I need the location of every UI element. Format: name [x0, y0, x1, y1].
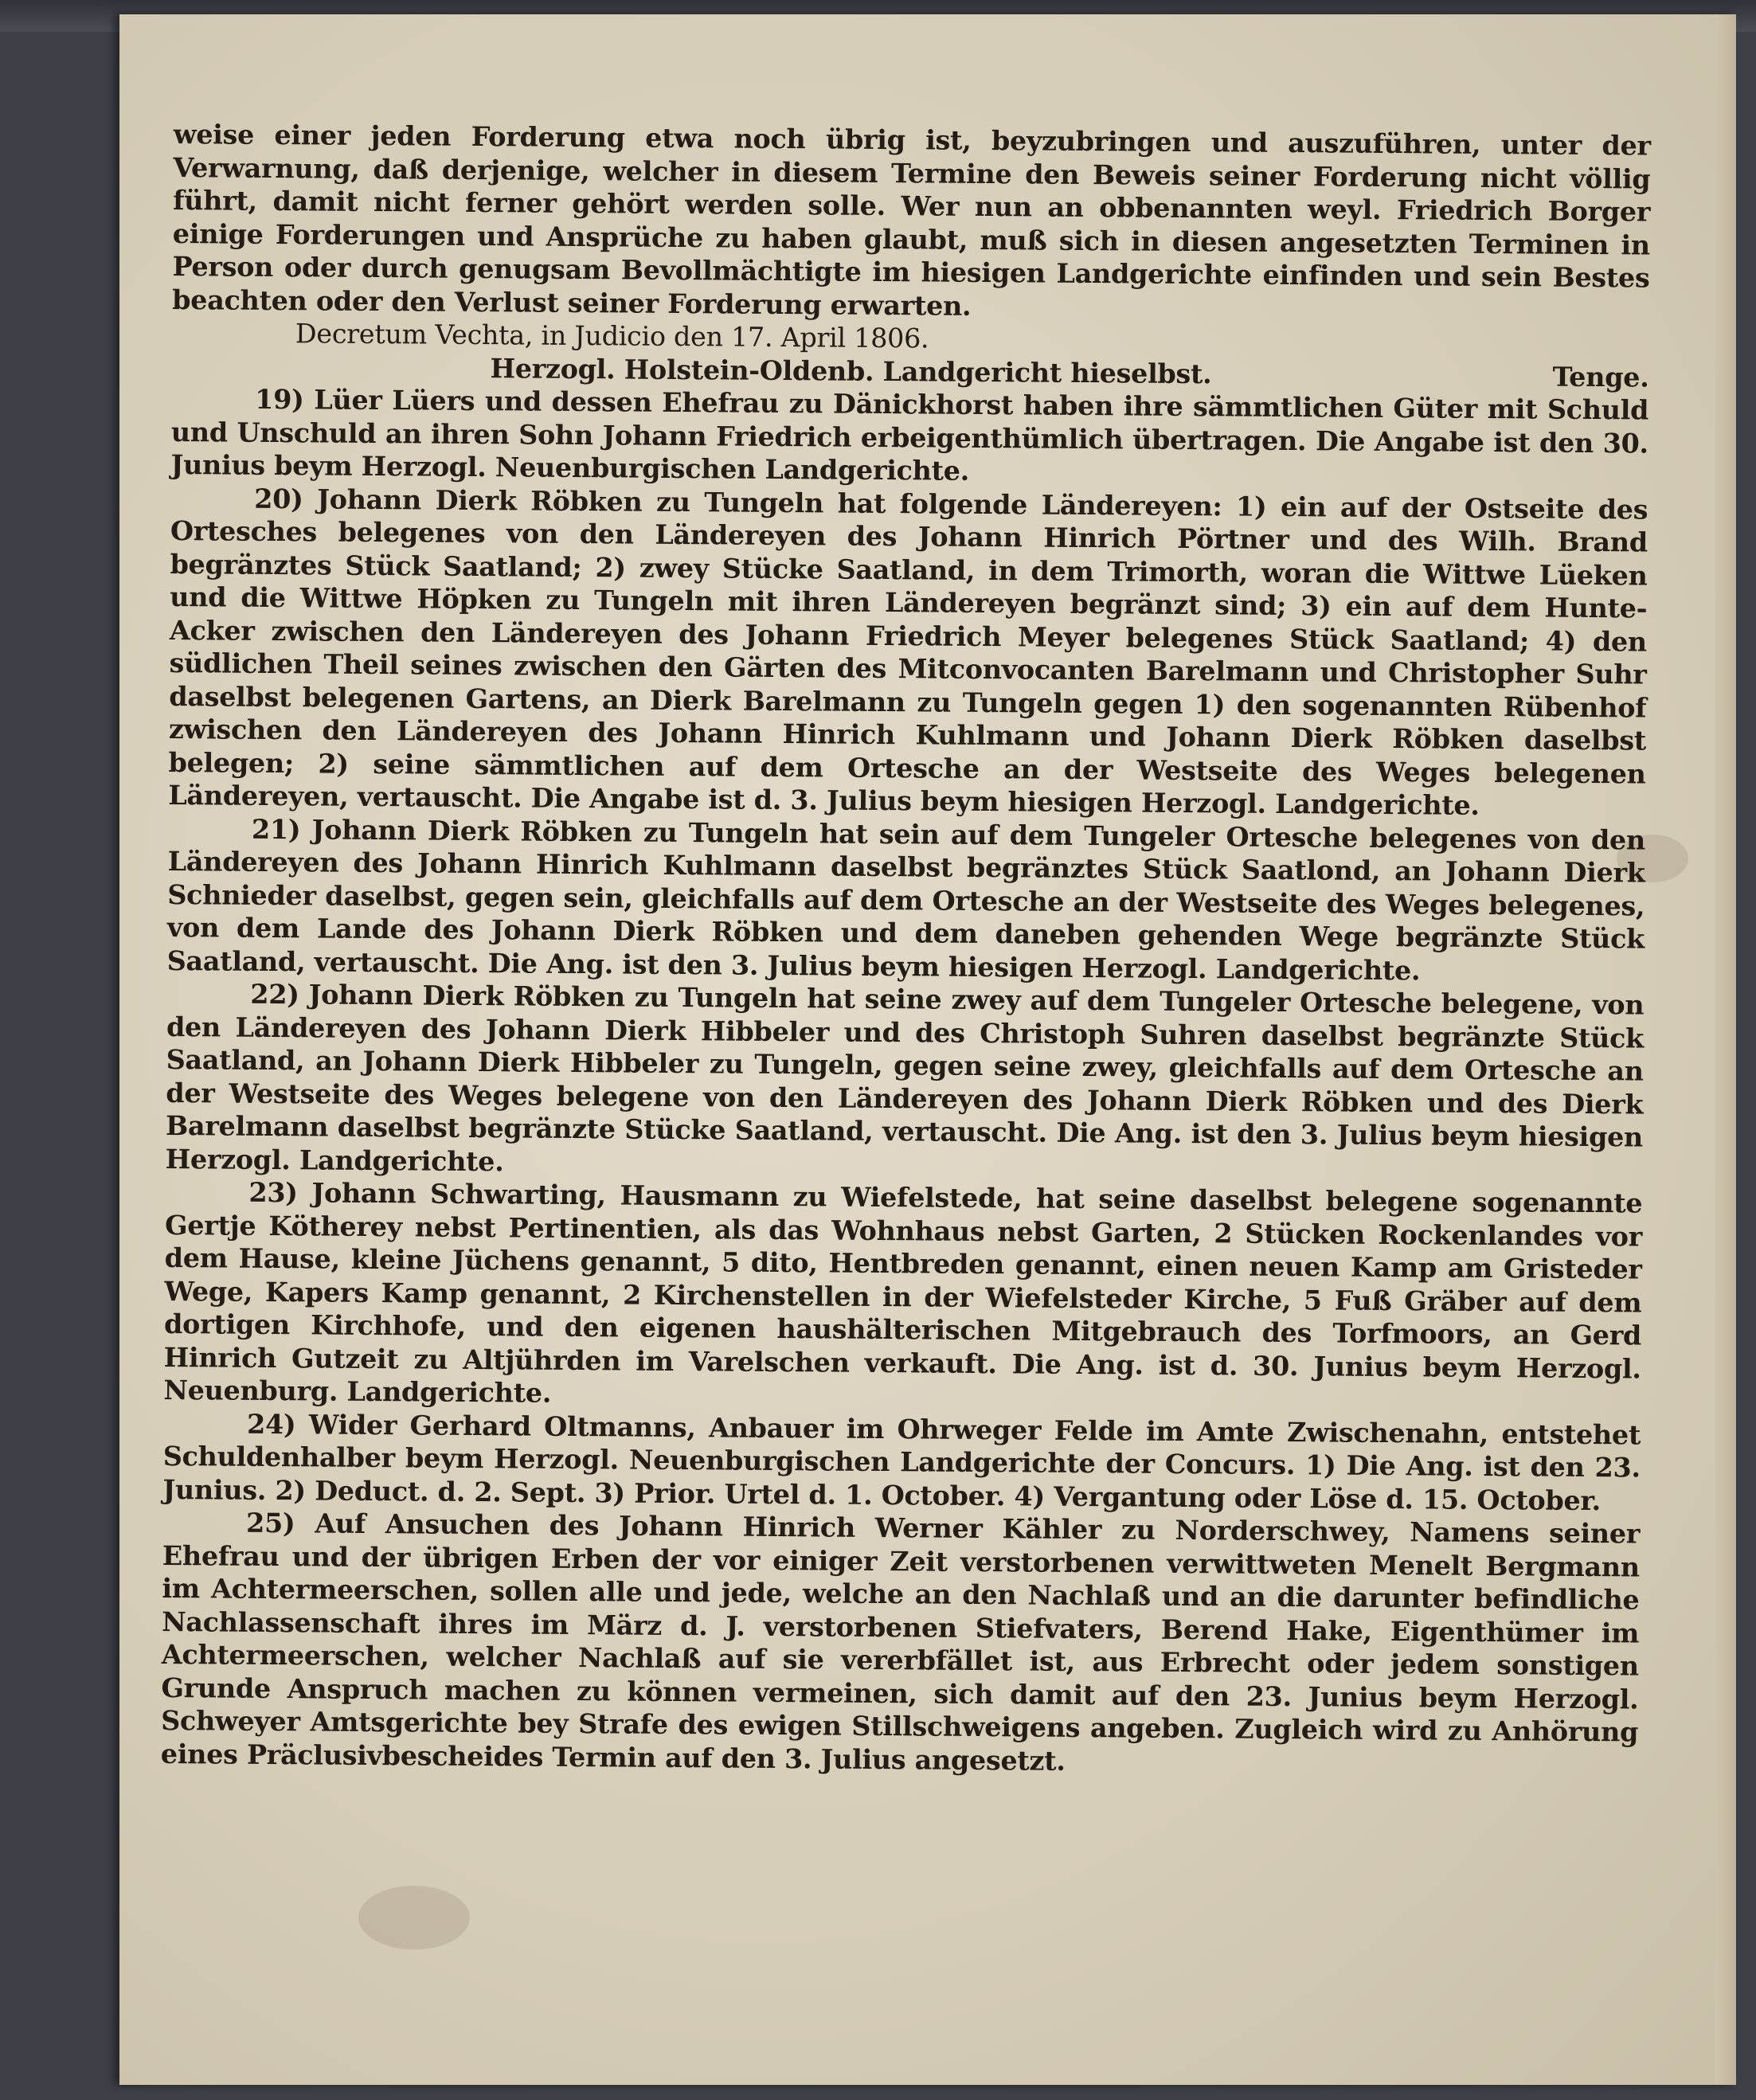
notice-paragraph-21: 21) Johann Dierk Röbken zu Tungeln hat sein auf dem Tungeler Ortesche belegenes von den Ländereyen des Johann Hinrich Kuhlmann daselbst begränztes Stück Saatlond, an Johann Dierk Schnieder daselbst, gegen sein, gleichfalls auf dem Ortesche an der Westseite des Weges belegenes, von dem Lande des Johann Dierk Röbken und dem daneben gehenden Wege begränzte Stück Saatland, vertauscht. Die Ang. ist den 3. Julius beym hiesigen Herzogl. Landgerichte.	[166, 813, 1646, 986]
signature: Tenge.	[1552, 361, 1649, 393]
notice-paragraph-24: 24) Wider Gerhard Oltmanns, Anbauer im Ohrweger Felde im Amte Zwischenahn, entstehet Schuldenhalber beym Herzogl. Neuenburgischen Landgerichte der Concurs. 1) Die Ang. ist den 23. Junius. 2) Deduct. d. 2. Sept. 3) Prior. Urtel d. 1. October. 4) Vergantung oder Löse d. 15. October.	[162, 1408, 1641, 1516]
document-text	[161, 118, 1651, 1782]
notice-paragraph-23: 23) Johann Schwarting, Hausmann zu Wiefelstede, hat seine daselbst belegene sogenannte Gertje Kötherey nebst Pertinentien, als das Wohnhaus nebst Garten, 2 Stücken Rockenlandes vor dem Hause, kleine Jüchens genannt, 5 dito, Hentbreden genannt, einen neuen Kamp am Gristeder Wege, Kapers Kamp genannt, 2 Kirchenstellen in der Wiefelsteder Kirche, 5 Fuß Gräber auf dem dortigen Kirchhofe, und den eigenen haushälterischen Mitgebrauch des Torfmoors, an Gerd Hinrich Gutzeit zu Altjührden im Varelschen verkauft. Die Ang. ist d. 30. Junius beym Herzogl. Neuenburg. Landgerichte.	[163, 1176, 1643, 1409]
paper-stain	[358, 1886, 470, 1949]
decretum-line: Decretum Vechta, in Judicio den 17. April 1806.	[295, 318, 929, 354]
intro-paragraph: weise einer jeden Forderung etwa noch übrig ist, beyzubringen und auszuführen, unter der Verwarnung, daß derjenige, welcher in diesem Termine den Beweis seiner Forderung nicht völlig führt, damit nicht ferner gehört werden solle. Wer nun an obbenannten weyl. Friedrich Borger einige Forderungen und Ansprüche zu haben glaubt, muß sich in diesen angesetzten Terminen in Person oder durch genugsam Bevollmächtigte im hiesigen Landgerichte einfinden und sein Bestes beachten oder den Verlust seiner Forderung erwarten.	[172, 118, 1651, 322]
notice-paragraph-25: 25) Auf Ansuchen des Johann Hinrich Werner Kähler zu Norderschwey, Namens seiner Ehefrau und der übrigen Erben der vor einiger Zeit verstorbenen verwittweten Menelt Bergmann im Achtermeerschen, sollen alle und jede, welche an den Nachlaß und an die darunter befindliche Nachlassenschaft ihres im März d. J. verstorbenen Stiefvaters, Berend Hake, Eigenthümer im Achtermeerschen, welcher Nachlaß auf sie vererbfället ist, aus Erbrecht oder jedem sonstigen Grunde Anspruch machen zu können vermeinen, sich damit auf den 23. Junius beym Herzogl. Schweyer Amtsgerichte bey Strafe des ewigen Stillschweigens angeben. Zugleich wird zu Anhörung eines Präclusivbescheides Termin auf den 3. Julius angesetzt.	[160, 1507, 1641, 1777]
court-name: Herzogl. Holstein-Oldenb. Landgericht hieselbst.	[490, 352, 1212, 389]
notice-paragraph-22: 22) Johann Dierk Röbken zu Tungeln hat seine zwey auf dem Tungeler Ortesche belegene, von den Ländereyen des Johann Dierk Hibbeler und des Christoph Suhren daselbst begränzte Stück Saatland, an Johann Dierk Hibbeler zu Tungeln, gegen seine zwey, gleichfalls auf dem Ortesche an der Westseite des Weges belegene von den Ländereyen des Johann Dierk Röbken und des Dierk Barelmann daselbst begränzte Stücke Saatland, vertauscht. Die Ang. ist den 3. Julius beym hiesigen Herzogl. Landgerichte.	[165, 978, 1645, 1177]
page-edge	[1715, 14, 1736, 2085]
notice-paragraph-19: 19) Lüer Lüers und dessen Ehefrau zu Dänickhorst haben ihre sämmtlichen Güter mit Schuld und Unschuld an ihren Sohn Johann Friedrich erbeigenthümlich übertragen. Die Angabe ist den 30. Junius beym Herzogl. Neuenburgischen Landgerichte.	[170, 383, 1649, 487]
notice-paragraph-20: 20) Johann Dierk Röbken zu Tungeln hat folgende Ländereyen: 1) ein auf der Ostseite des Ortesches belegenes von den Ländereyen des Johann Hinrich Pörtner und des Wilh. Brand begränztes Stück Saatland; 2) zwey Stücke Saatland, in dem Trimorth, woran die Wittwe Lüeken und die Wittwe Höpken zu Tungeln mit ihren Ländereyen begränzt sind; 3) ein auf dem Hunte-Acker zwischen den Ländereyen des Johann Friedrich Meyer belegenes Stück Saatland; 4) den südlichen Theil seines zwischen den Gärten des Mitconvocanten Barelmann und Christopher Suhr daselbst belegenen Gartens, an Dierk Barelmann zu Tungeln gegen 1) den sogenannten Rübenhof zwischen den Ländereyen des Johann Hinrich Kuhlmann und Johann Dierk Röbken daselbst belegen; 2) seine sämmtlichen auf dem Ortesche an der Westseite des Weges belegenen Ländereyen, vertauscht. Die Angabe ist d. 3. Julius beym hiesigen Herzogl. Landgerichte.	[168, 483, 1648, 821]
